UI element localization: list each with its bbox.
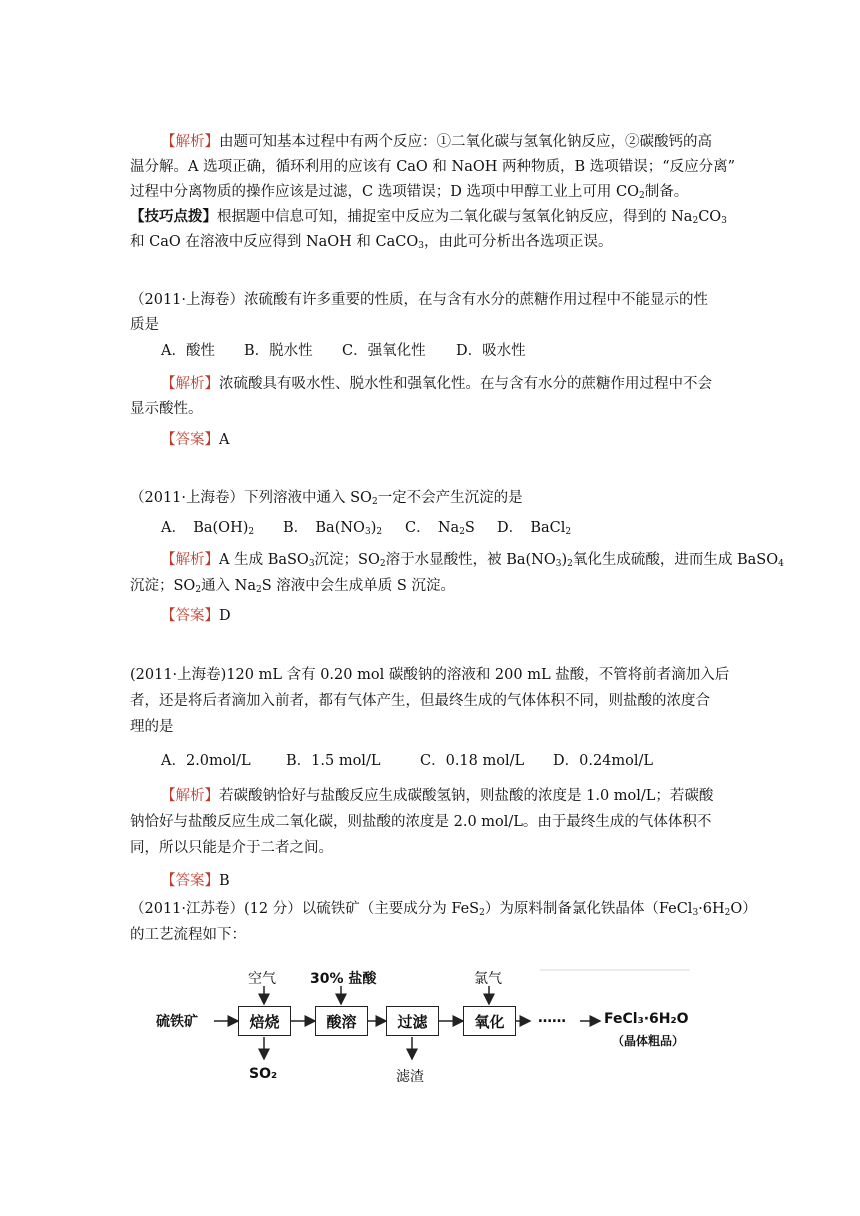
q2-option-a: A． $Ba(OH)_2$: [161, 520, 255, 537]
q2-analysis-2: 沉淀；$SO_2$通入 $Na_2S$ 溶液中会生成单质 S 沉淀。: [130, 578, 455, 595]
q3-options: [161, 751, 653, 771]
q3-option-b: B．1.5 mol/L: [286, 753, 381, 769]
q3-analysis-3: 同，所以只能是介于二者之间。: [130, 840, 333, 856]
q1-option-c: C．强氧化性: [342, 343, 426, 359]
p1-line-3: 过程中分离物质的操作应该是过滤，C 选项错误；D 选项中甲醇工业上可用 $CO_2$制备。: [130, 184, 689, 201]
q4-stem-1: （2011·江苏卷）(12 分）以硫铁矿（主要成分为 FeS$_2$）为原料制备氯化铁晶体$(FeCl_3\cdot 6H_2O)$: [130, 901, 757, 918]
q1-stem-1: （2011·上海卷）浓硫酸有许多重要的性质，在与含有水分的蔗糖作用过程中不能显示的性: [130, 292, 709, 308]
q3-analysis-1: 【解析】若碳酸钠恰好与盐酸反应生成碳酸氢钠，则盐酸的浓度是 1.0 mol/L；若碳酸: [161, 788, 714, 804]
q3-analysis-2: 钠恰好与盐酸反应生成二氧化碳，则盐酸的浓度是 2.0 mol/L。由于最终生成的气体体积不: [130, 814, 712, 830]
q1-answer: 【答案】A: [161, 432, 230, 448]
q2-analysis-1: 【解析】A 生成 BaSO$_3$沉淀；$SO_2$溶于水显酸性，被 $Ba(NO_3)_2$氧化生成硫酸，进而生成 BaSO$_4$: [161, 552, 784, 569]
q2-option-c: C． $Na_2S$: [405, 520, 475, 537]
q1-analysis-2: 显示酸性。: [130, 401, 203, 417]
chlorine-label: 氯气: [474, 971, 502, 987]
q2-stem: （2011·上海卷）下列溶液中通入 $SO_2$一定不会产生沉淀的是: [130, 490, 523, 507]
acid-dissolve-box: 酸溶: [315, 1006, 368, 1036]
p1-line-4: 【技巧点拨】根据题中信息可知，捕捉室中反应为二氧化碳与氢氧化钠反应，得到的 $Na_2CO_3$: [130, 208, 727, 226]
roasting-box: 焙烧: [238, 1006, 291, 1036]
q1-option-d: D．吸水性: [456, 343, 526, 359]
q2-option-d: D． BaCl$_2$: [497, 520, 572, 537]
q3-stem-3: 理的是: [130, 719, 174, 735]
continuation-dots: ……: [538, 1010, 566, 1026]
input-label: 硫铁矿: [156, 1014, 198, 1030]
oxidation-box: 氧化: [463, 1006, 516, 1036]
q1-option-b: B．脱水性: [244, 343, 313, 359]
p1-line-5: 和 CaO 在溶液中反应得到 NaOH 和 CaCO$_3$，由此可分析出各选项正误。: [130, 234, 613, 251]
air-label: 空气: [248, 971, 276, 987]
residue-label: 滤渣: [396, 1069, 424, 1085]
q1-stem-2: 质是: [130, 317, 159, 333]
q4-stem-2: 的工艺流程如下：: [130, 927, 246, 943]
acid-label: 30% 盐酸: [310, 971, 377, 987]
q2-option-b: B． $Ba(NO_3)_2$: [283, 520, 383, 537]
analysis-tag: 【解析】: [161, 134, 219, 150]
q1-analysis-1: 【解析】浓硫酸具有吸水性、脱水性和强氧化性。在与含有水分的蔗糖作用过程中不会: [161, 376, 712, 392]
q3-option-a: A．2.0mol/L: [161, 753, 251, 769]
q3-answer: 【答案】B: [161, 873, 230, 889]
q3-stem-2: 者，还是将后者滴加入前者，都有气体产生，但最终生成的气体体积不同，则盐酸的浓度合: [130, 693, 710, 709]
q1-options: [161, 341, 526, 361]
so2-label: SO₂: [249, 1066, 278, 1082]
q3-option-d: D．0.24mol/L: [553, 753, 654, 769]
q1-option-a: A．酸性: [161, 343, 215, 359]
product-note: （晶体粗品）: [612, 1034, 685, 1048]
q3-stem-1: (2011·上海卷)120 mL 含有 0.20 mol 碳酸钠的溶液和 200 mL 盐酸，不管将前者滴加入后: [130, 667, 730, 683]
tip-tag: 【技巧点拨】: [130, 208, 217, 225]
q2-answer: 【答案】D: [161, 608, 231, 624]
p1-line-2: 温分解。A 选项正确，循环利用的应该有 CaO 和 NaOH 两种物质，B 选项错误；“反应分离”: [130, 159, 736, 175]
process-flow-diagram: [156, 966, 700, 1102]
q3-option-c: C．0.18 mol/L: [420, 753, 525, 769]
q2-options: [161, 518, 571, 538]
p1-line-1: 【解析】由题可知基本过程中有两个反应：①二氧化碳与氢氧化钠反应，②碳酸钙的高: [161, 134, 712, 150]
product-label: FeCl₃·6H₂O: [604, 1011, 689, 1027]
filter-box: 过滤: [386, 1006, 439, 1036]
